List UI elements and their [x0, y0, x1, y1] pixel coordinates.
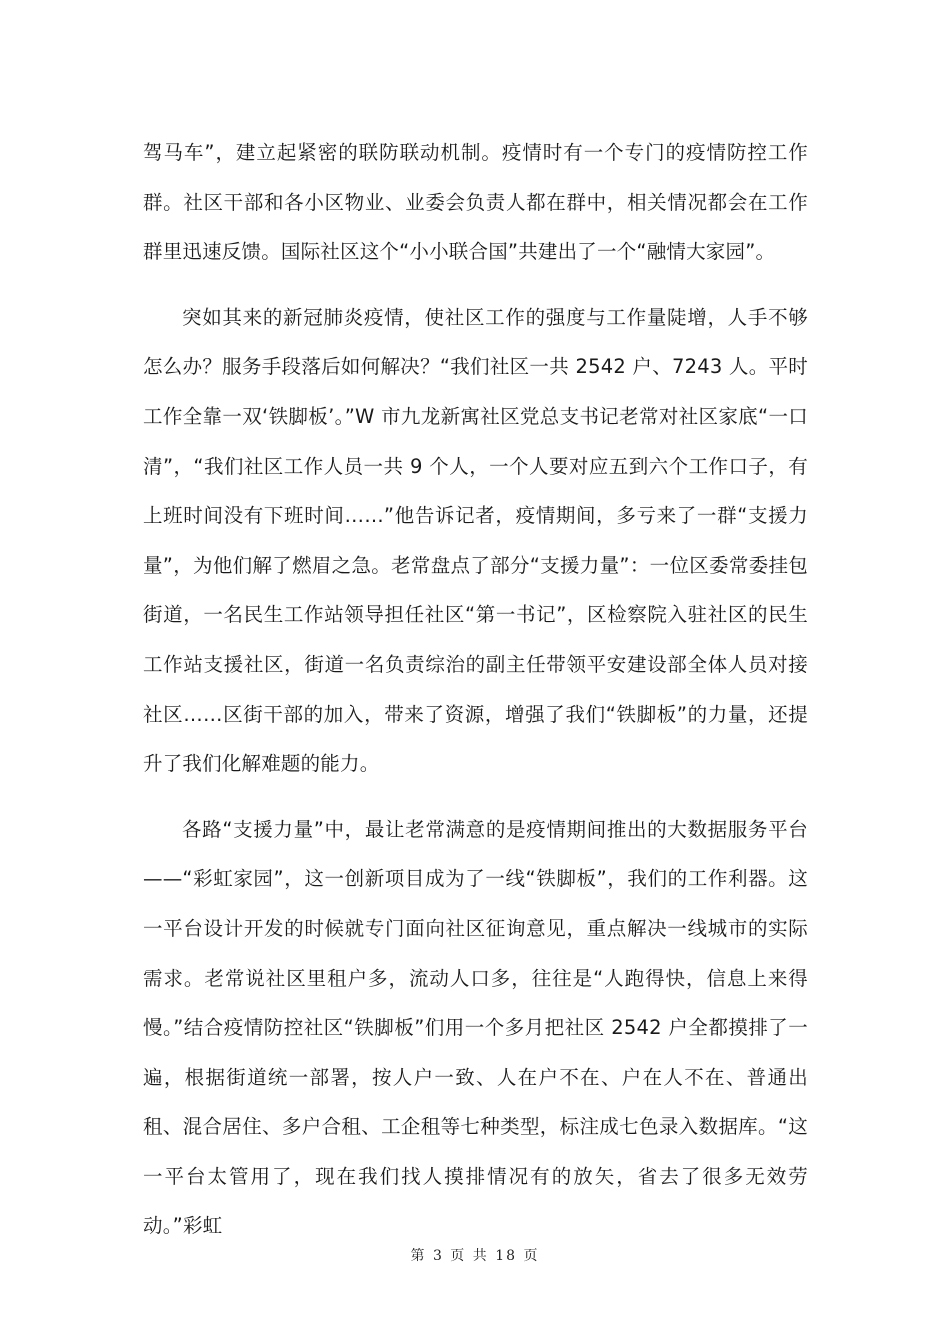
document-body — [143, 128, 808, 1251]
page-number-footer: 第 3 页 共 18 页 — [410, 1248, 540, 1264]
paragraph-1: 驾马车”，建立起紧密的联防联动机制。疫情时有一个专门的疫情防控工作群。社区干部和各小区物业、业委会负责人都在群中，相关情况都会在工作群里迅速反馈。国际社区这个“小小联合国”共建出了一个“融情大家园”。 — [143, 141, 808, 264]
paragraph-2: 突如其来的新冠肺炎疫情，使社区工作的强度与工作量陡增，人手不够怎么办？服务手段落后如何解决？“我们社区一共 2542 户、7243 人。平时工作全靠一双‘铁脚板’。”W 市九龙新寓社区党总支书记老常对社区家底“一口清”，“我们社区工作人员一共 9 个人，一个人要对应五到六个工作口子，有上班时间没有下班时间……”他告诉记者，疫情期间，多亏来了一群“支援力量”，为他们解了燃眉之急。老常盘点了部分“支援力量”：一位区委常委挂包街道，一名民生工作站领导担任社区“第一书记”，区检察院入驻社区的民生工作站支援社区，街道一名负责综治的副主任带领平安建设部全体人员对接社区……区街干部的加入，带来了资源，增强了我们“铁脚板”的力量，还提升了我们化解难题的能力。 — [143, 305, 809, 776]
paragraph-3: 各路“支援力量”中，最让老常满意的是疫情期间推出的大数据服务平台——“彩虹家园”，这一创新项目成为了一线“铁脚板”，我们的工作利器。这一平台设计开发的时候就专门面向社区征询意见，重点解决一线城市的实际需求。老常说社区里租户多，流动人口多，往往是“人跑得快，信息上来得慢。”结合疫情防控社区“铁脚板”们用一个多月把社区 2542 户全都摸排了一遍，根据街道统一部署，按人户一致、人在户不在、户在人不在、普通出租、混合居住、多户合租、工企租等七种类型，标注成七色录入数据库。“这一平台太管用了，现在我们找人摸排情况有的放矢，省去了很多无效劳动。”彩虹 — [143, 817, 808, 1238]
